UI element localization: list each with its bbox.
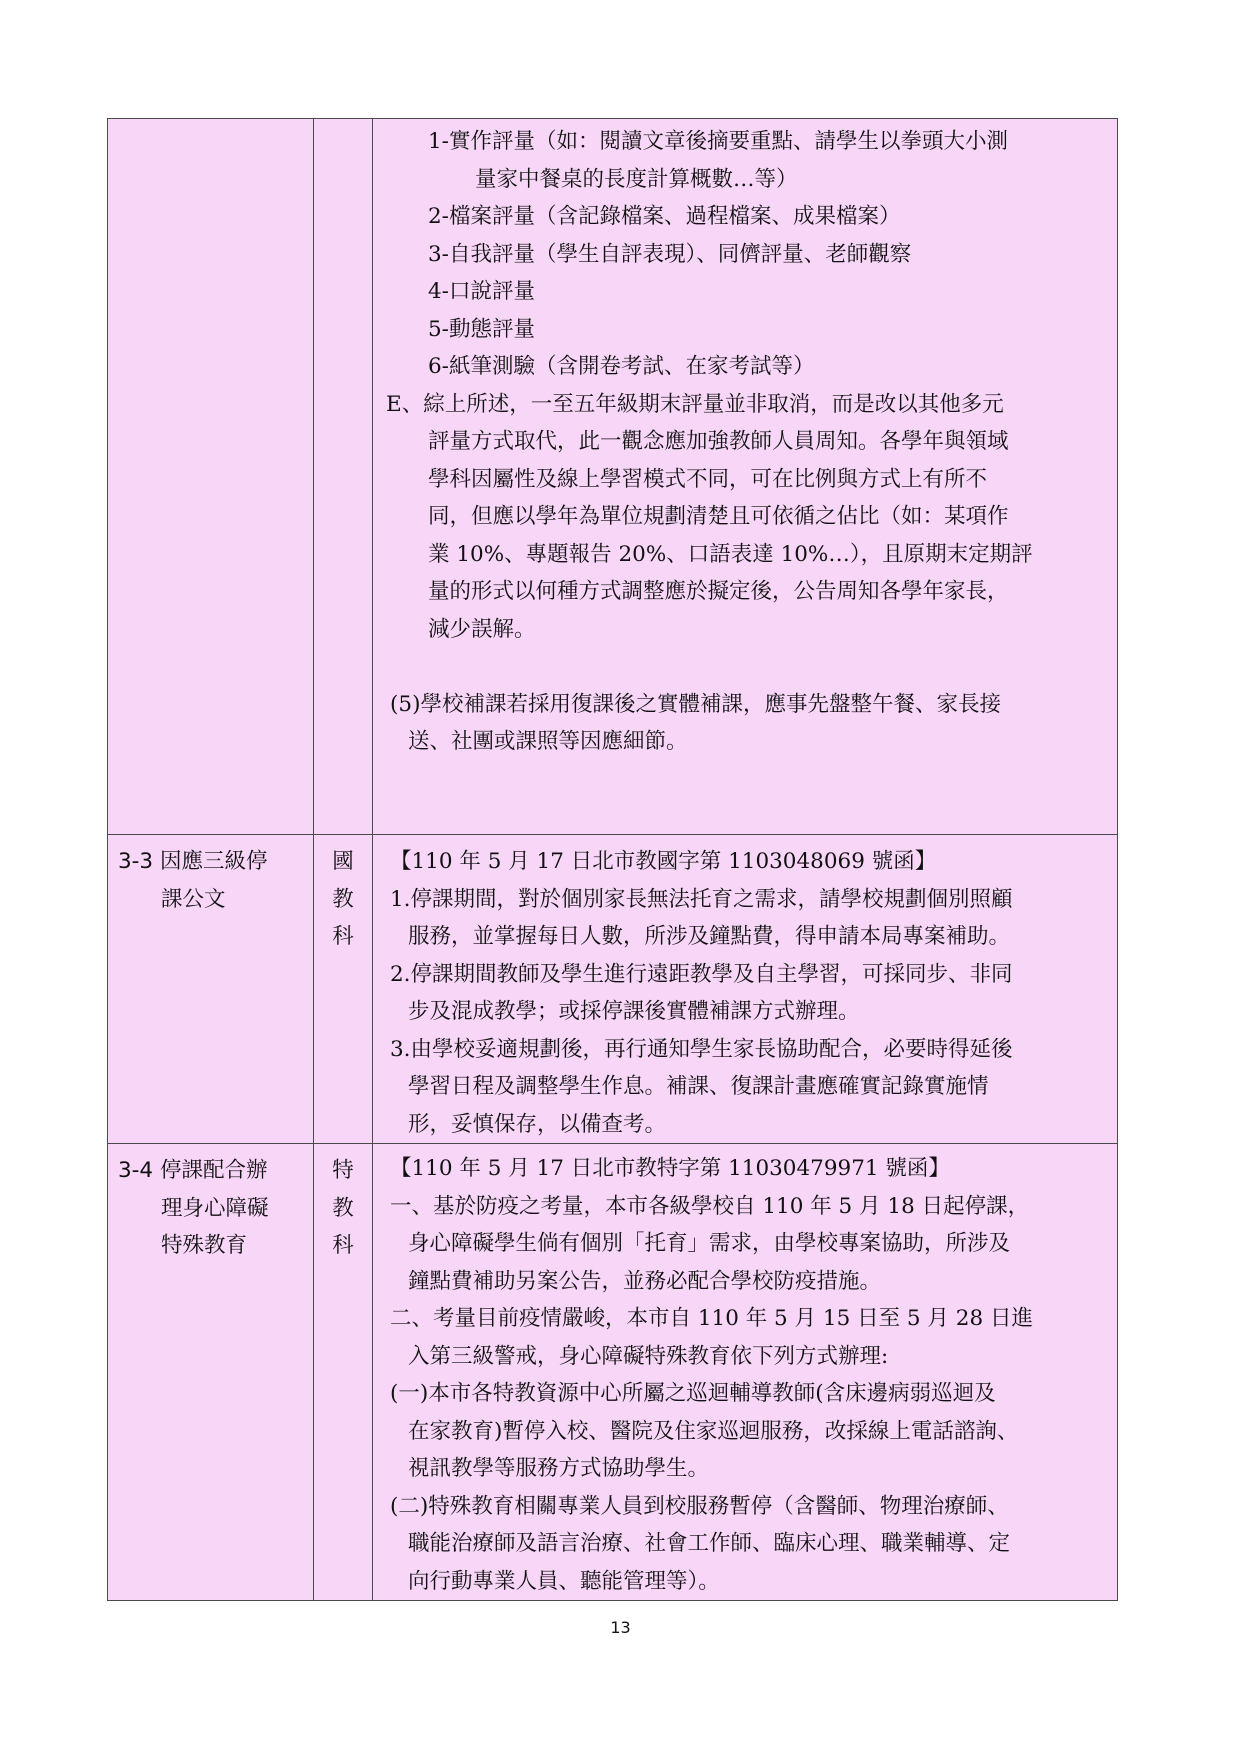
text-line: 6-紙筆測驗（含開卷考試、在家考試等） [428,354,815,379]
text-line: 業 10%、專題報告 20%、口語表達 10%…），且原期末定期評 [428,541,1033,567]
text-line: 學習日程及調整學生作息。補課、復課計畫應確實記錄實施情 [408,1074,989,1099]
text-line: 4-口說評量 [428,279,535,304]
text-line: 3-自我評量（學生自評表現）、同儕評量、老師觀察 [428,241,912,267]
text-line: 送、社團或課照等因應細節。 [408,729,688,754]
text-line: 5-動態評量 [428,316,535,342]
text-line: (一)本市各特教資源中心所屬之巡迴輔導教師(含床邊病弱巡迴及 [390,1381,996,1406]
text-line: 身心障礙學生倘有個別「托育」需求，由學校專案協助，所涉及 [408,1231,1011,1256]
item-title-line: 理身心障礙 [161,1195,269,1221]
dept-char: 國 [332,849,354,874]
text-line: 評量方式取代，此一觀念應加強教師人員周知。各學年與領域 [428,429,1009,454]
text-line: 1.停課期間，對於個別家長無法托育之需求，請學校規劃個別照顧 [390,886,1013,912]
table-row [108,835,1118,1144]
text-line: 【110 年 5 月 17 日北市教特字第 11030479971 號函】 [390,1156,950,1181]
content-cell [373,119,1118,835]
dept-cell [314,835,373,1144]
dept-cell [314,119,373,835]
dept-char: 特 [332,1158,354,1183]
item-cell [108,1144,314,1601]
text-line: 一、基於防疫之考量，本市各級學校自 110 年 5 月 18 日起停課， [390,1193,1030,1219]
text-line: 二、考量目前疫情嚴峻，本市自 110 年 5 月 15 日至 5 月 28 日進 [390,1306,1033,1331]
item-title-line: 3-4 停課配合辦 [118,1158,268,1183]
text-line [373,648,1117,686]
dept-cell [314,1144,373,1601]
text-line: 3.由學校妥適規劃後，再行通知學生家長協助配合，必要時得延後 [390,1036,1013,1062]
text-line: E、綜上所述，一至五年級期末評量並非取消，而是改以其他多元 [386,391,1004,417]
text-line: (二)特殊教育相關專業人員到校服務暫停（含醫師、物理治療師、 [390,1493,1009,1519]
text-line: 視訊教學等服務方式協助學生。 [408,1456,710,1481]
document-table [107,118,1118,1601]
text-line: 向行動專業人員、聽能管理等）。 [408,1568,720,1594]
item-title-line: 課公文 [161,886,226,912]
text-line: 形，妥慎保存，以備查考。 [408,1111,667,1137]
text-line: 【110 年 5 月 17 日北市教國字第 1103048069 號函】 [390,849,937,874]
content-lines [373,1144,1117,1600]
text-line: 學科因屬性及線上學習模式不同，可在比例與方式上有所不 [428,466,988,492]
text-line: 2-檔案評量（含記錄檔案、過程檔案、成果檔案） [428,204,901,229]
text-line: 量的形式以何種方式調整應於擬定後，公告周知各學年家長， [428,579,1009,604]
table-row [108,1144,1118,1601]
text-line: 職能治療師及語言治療、社會工作師、臨床心理、職業輔導、定 [408,1531,1011,1556]
dept-char: 科 [332,1233,354,1258]
item-title-line: 特殊教育 [161,1233,248,1258]
item-title-line: 3-3 因應三級停 [118,849,268,874]
page-number: 13 [610,1618,631,1637]
text-line: 1-實作評量（如：閱讀文章後摘要重點、請學生以拳頭大小測 [428,129,1008,154]
text-line: (5)學校補課若採用復課後之實體補課，應事先盤整午餐、家長接 [390,691,1001,717]
content-lines [373,835,1117,1143]
dept-label [314,1144,372,1265]
text-line: 入第三級警戒，身心障礙特殊教育依下列方式辦理: [408,1343,889,1369]
content-cell [373,1144,1118,1601]
text-line: 量家中餐桌的長度計算概數…等） [475,166,798,192]
text-line: 減少誤解。 [428,616,536,642]
item-title [108,835,313,918]
text-line: 2.停課期間教師及學生進行遠距教學及自主學習，可採同步、非同 [390,961,1013,987]
content-lines [373,119,1117,761]
item-cell [108,835,314,1144]
dept-char: 科 [332,924,354,949]
dept-char: 教 [332,1195,354,1221]
text-line: 同，但應以學年為單位規劃清楚且可依循之佔比（如：某項作 [428,504,1009,529]
text-line: 鐘點費補助另案公告，並務必配合學校防疫措施。 [408,1268,882,1294]
text-line: 步及混成教學；或採停課後實體補課方式辦理。 [408,999,860,1024]
table-row [108,119,1118,835]
item-title [108,1144,313,1265]
text-line: 服務，並掌握每日人數，所涉及鐘點費，得申請本局專案補助。 [408,924,1011,949]
dept-label [314,835,372,956]
item-cell [108,119,314,835]
content-cell [373,835,1118,1144]
dept-char: 教 [332,886,354,912]
text-line: 在家教育)暫停入校、醫院及住家巡迴服務，改採線上電話諮詢、 [408,1418,1019,1444]
